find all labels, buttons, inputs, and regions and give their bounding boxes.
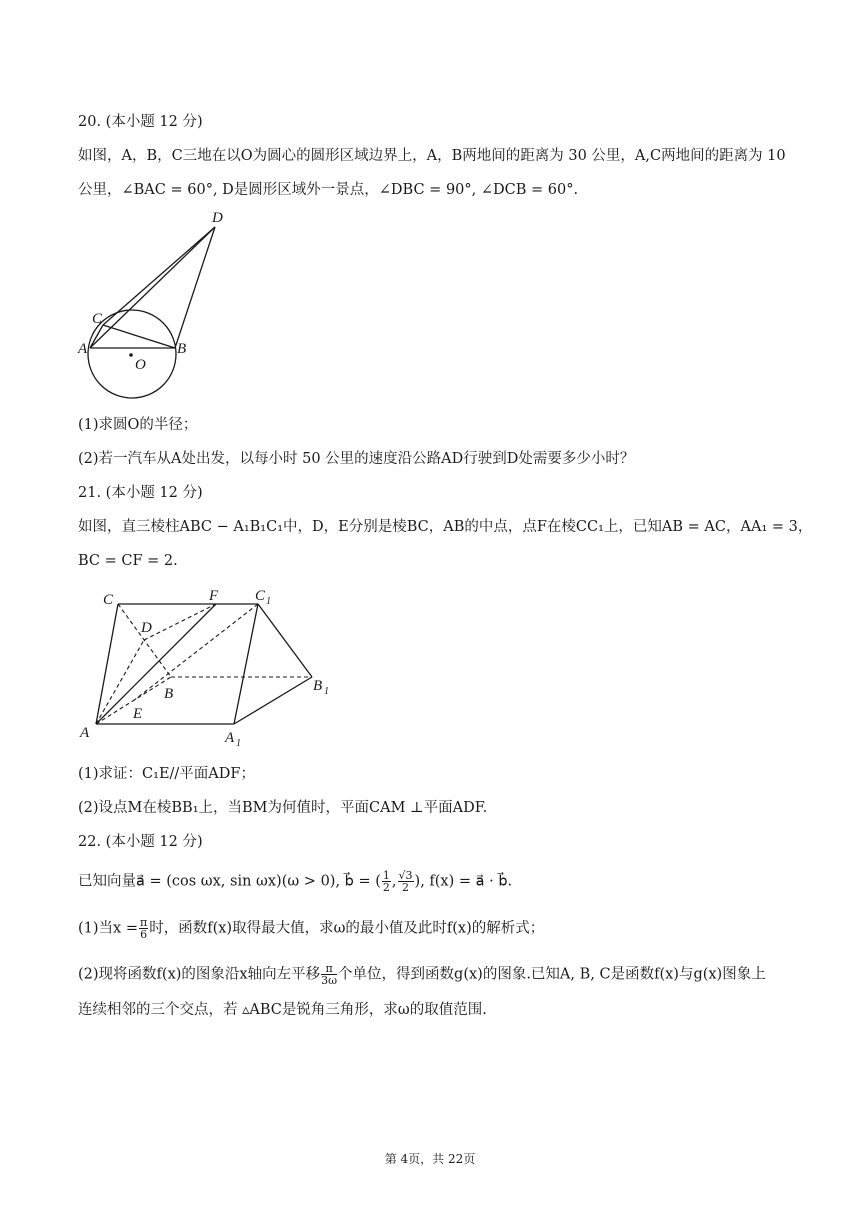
q22-given-post: ), f(x) = a⃗ · b⃗. (414, 873, 513, 890)
label-B: B (177, 341, 187, 357)
q20-figure-circle (70, 205, 240, 405)
q22-given-pre: 已知向量 (78, 873, 136, 890)
q20-header: 20. (本小题 12 分) (78, 114, 203, 130)
q20-part1: (1)求圆O的半径； (78, 417, 198, 433)
q21-header: 21. (本小题 12 分) (78, 485, 203, 501)
q21-part2: (2)设点M在棱BB₁上，当BM为何值时，平面CAM ⊥平面ADF. (78, 800, 488, 816)
q21-text-line2: BC = CF = 2. (78, 553, 178, 569)
label-O: O (135, 357, 146, 373)
label-D: D (141, 620, 152, 636)
q22-frac-pi-3w: $\frac{\pi}{3\omega}$ (321, 962, 338, 987)
label-B: B (164, 686, 174, 702)
label-E: E (133, 706, 143, 722)
label-A1: A (225, 730, 235, 746)
q22-part2-line1: (2)现将函数f(x)的图象沿x轴向左平移 $\frac{\pi}{3\omega}$ 个单位，得到函数g(x)的图象.已知A, B, C是函数f(x)与g(x)图象上 (78, 962, 766, 987)
q21-part1: (1)求证：C₁E//平面ADF； (78, 766, 255, 782)
q22-part1: (1)当x = $\frac{\pi}{6}$ 时，函数f(x)取得最大值，求ω的最小值及此时f(x)的解析式； (78, 916, 545, 941)
q22-frac-pi-6: $\frac{\pi}{6}$ (139, 916, 148, 941)
q22-given: 已知向量a⃗ = (cos ωx, sin ωx)(ω > 0), b⃗ = ( $\frac{1}{2}$ , $\frac{√3}{2}$ ), f(x) = a⃗ · b⃗. (78, 869, 513, 894)
q22-header: 22. (本小题 12 分) (78, 834, 203, 850)
q22-vector-def: a⃗ = (cos ωx, sin ωx)(ω > 0), b⃗ = ( (136, 873, 381, 890)
label-F: F (209, 588, 219, 604)
q21-figure-prism (75, 582, 345, 752)
q22-part2-line2: 连续相邻的三个交点，若 ▵ABC是锐角三角形，求ω的取值范围. (78, 1002, 487, 1018)
label-C: C (103, 592, 114, 608)
label-A1-sub: 1 (236, 738, 241, 749)
q22-frac-half: $\frac{1}{2}$ (382, 869, 390, 894)
label-C1: C (255, 588, 266, 604)
q20-part2: (2)若一汽车从A处出发，以每小时 50 公里的速度沿公路AD行驶到D处需要多少小时？ (78, 451, 635, 467)
q21-text-line1: 如图，直三棱柱ABC − A₁B₁C₁中，D，E分别是棱BC，AB的中点，点F在棱CC₁上，已知AB = AC，AA₁ = 3， (78, 519, 813, 535)
page-footer: 第 4页，共 22页 (384, 1152, 476, 1166)
q20-text-line1: 如图，A，B，C三地在以O为圆心的圆形区域边界上，A，B两地间的距离为 30 公里，A,C两地间的距离为 10 (78, 148, 786, 164)
q20-text-line2: 公里，∠BAC = 60°, D是圆形区域外一景点，∠DBC = 90°, ∠DCB = 60°. (78, 182, 579, 198)
label-C1-sub: 1 (266, 596, 271, 607)
label-A: A (78, 341, 88, 357)
label-B1-sub: 1 (324, 686, 329, 697)
q22-frac-sqrt3-half: $\frac{√3}{2}$ (398, 869, 413, 894)
label-B1: B (313, 678, 323, 694)
label-C: C (92, 311, 103, 327)
label-D: D (212, 210, 223, 226)
label-A: A (80, 725, 90, 741)
